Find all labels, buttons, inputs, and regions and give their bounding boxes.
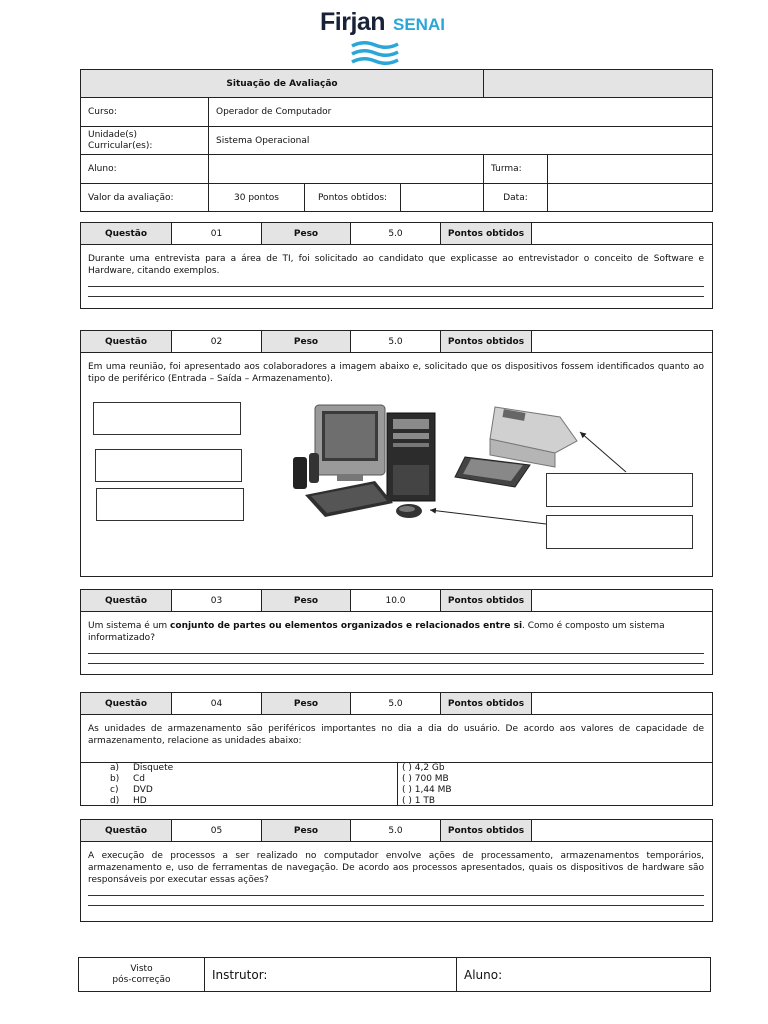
questao-label: Questão — [81, 590, 172, 611]
valor-label: Valor da avaliação: — [81, 184, 209, 212]
peso-value: 5.0 — [351, 331, 441, 352]
firjan-senai-logo — [320, 8, 455, 68]
aluno-label: Aluno: — [81, 155, 209, 184]
list-item — [110, 774, 397, 785]
answer-line[interactable] — [88, 897, 704, 906]
answer-line[interactable] — [88, 887, 704, 896]
capacity-option[interactable]: ( ) 700 MB — [402, 774, 449, 784]
question-number: 04 — [172, 693, 262, 714]
mouse-icon — [396, 504, 422, 518]
capacity-option[interactable]: ( ) 4,2 Gb — [402, 763, 445, 773]
question-text: Durante uma entrevista para a área de TI, foi solicitado ao candidato que explicasse ao entrevistador o conceito de Software e Hardware, citando exemplos. — [88, 254, 704, 276]
visto-line2: pós-correção — [112, 974, 171, 985]
item-label: Cd — [133, 774, 145, 784]
data-label: Data: — [484, 184, 548, 212]
question-number: 02 — [172, 331, 262, 352]
curso-label: Curso: — [81, 98, 209, 127]
item-key: b) — [110, 774, 120, 784]
data-field[interactable] — [548, 184, 713, 212]
answer-line[interactable] — [88, 288, 704, 297]
answer-line[interactable] — [88, 278, 704, 287]
question-number: 01 — [172, 223, 262, 244]
monitor-icon — [315, 405, 385, 481]
pontos-obtidos-label: Pontos obtidos — [441, 820, 532, 841]
logo-senai-text: SENAI — [393, 15, 445, 34]
pontos-obtidos-label: Pontos obtidos — [441, 693, 532, 714]
answer-line[interactable] — [88, 655, 704, 664]
capacity-option[interactable]: ( ) 1,44 MB — [402, 785, 452, 795]
question-text: Em uma reunião, foi apresentado aos colaboradores a imagem abaixo e, solicitado que os dispositivos fossem identificados quanto ao tipo de periférico (Entrada – Saída – Armazenamento). — [88, 362, 704, 384]
question-05 — [80, 819, 713, 922]
curso-value: Operador de Computador — [209, 98, 713, 127]
peso-label: Peso — [262, 331, 351, 352]
question-03 — [80, 589, 713, 675]
unidade-label — [81, 127, 209, 155]
question-header — [81, 223, 712, 245]
title-blank-cell — [484, 70, 713, 98]
list-item — [110, 763, 397, 774]
aluno-label: Aluno: — [464, 967, 503, 982]
pontos-obtidos-field[interactable] — [401, 184, 484, 212]
unidade-label-line2: Curricular(es): — [88, 140, 153, 151]
peso-value: 5.0 — [351, 223, 441, 244]
answer-box[interactable] — [93, 402, 241, 435]
item-key: c) — [110, 785, 119, 795]
signature-table — [78, 957, 711, 992]
item-label: DVD — [133, 785, 153, 795]
item-key: a) — [110, 763, 120, 773]
logo-waves-icon — [350, 40, 400, 70]
answer-box[interactable] — [96, 488, 244, 521]
question-header — [81, 820, 712, 842]
list-item — [110, 785, 397, 796]
peso-value: 5.0 — [351, 820, 441, 841]
visto-line1: Visto — [130, 963, 153, 974]
question-text: As unidades de armazenamento são periféricos importantes no dia a dia do usuário. De acordo aos valores de capacidade de armazenamento, relacione as unidades abaixo: — [88, 724, 704, 746]
question-text: A execução de processos a ser realizado no computador envolve ações de processamento, armazenamentos temporários, armazenamento e, uso de ferramentas de navegação. De acordo aos processos apresentados, quais os dispositivos de hardware são responsáveis por executar essas ações? — [88, 851, 704, 885]
logo-firjan-text: Firjan — [320, 8, 386, 36]
question-header — [81, 331, 712, 353]
turma-label: Turma: — [484, 155, 548, 184]
question-text-bold: conjunto de partes ou elementos organizados e relacionados entre si — [170, 621, 523, 631]
question-text — [81, 612, 712, 644]
instrutor-signature-field[interactable] — [205, 958, 457, 992]
peso-label: Peso — [262, 590, 351, 611]
peso-value: 5.0 — [351, 693, 441, 714]
aluno-signature-field[interactable] — [457, 958, 711, 992]
pontos-obtidos-label: Pontos obtidos: — [305, 184, 401, 212]
capacity-option[interactable]: ( ) 1 TB — [402, 796, 436, 806]
aluno-field[interactable] — [209, 155, 484, 184]
item-label: HD — [133, 796, 147, 806]
arrow-to-printer — [580, 432, 626, 472]
answer-line[interactable] — [88, 645, 704, 654]
speakers-icon — [293, 453, 319, 489]
question-01 — [80, 222, 713, 309]
peso-label: Peso — [262, 820, 351, 841]
keyboard-icon — [305, 481, 393, 517]
peso-value: 10.0 — [351, 590, 441, 611]
unidade-label-line1: Unidade(s) — [88, 129, 137, 140]
list-item — [110, 796, 397, 807]
pontos-obtidos-label: Pontos obtidos — [441, 590, 532, 611]
valor-value: 30 pontos — [209, 184, 305, 212]
storage-units-list — [80, 763, 398, 806]
item-key: d) — [110, 796, 120, 806]
arrow-to-mouse — [430, 510, 546, 524]
item-label: Disquete — [133, 763, 174, 773]
questao-label: Questão — [81, 331, 172, 352]
question-text-part: Um sistema é um — [88, 621, 171, 631]
questao-label: Questão — [81, 693, 172, 714]
capacity-options-list — [398, 763, 452, 806]
matching-table — [80, 762, 713, 806]
evaluation-info-table — [80, 69, 713, 212]
peso-label: Peso — [262, 693, 351, 714]
visto-pos-correcao — [79, 958, 205, 992]
question-text-part: . Como é composto um sistema informatizado? — [88, 621, 665, 643]
question-number: 03 — [172, 590, 262, 611]
unidade-value: Sistema Operacional — [209, 127, 713, 155]
instrutor-label: Instrutor: — [212, 967, 268, 982]
pontos-obtidos-label: Pontos obtidos — [441, 331, 532, 352]
question-header — [81, 693, 712, 715]
turma-field[interactable] — [548, 155, 713, 184]
question-header — [81, 590, 712, 612]
answer-box[interactable] — [95, 449, 242, 482]
arrows — [420, 420, 700, 525]
question-number: 05 — [172, 820, 262, 841]
questao-label: Questão — [81, 820, 172, 841]
evaluation-title: Situação de Avaliação — [81, 70, 484, 98]
pontos-obtidos-label: Pontos obtidos — [441, 223, 532, 244]
questao-label: Questão — [81, 223, 172, 244]
peso-label: Peso — [262, 223, 351, 244]
